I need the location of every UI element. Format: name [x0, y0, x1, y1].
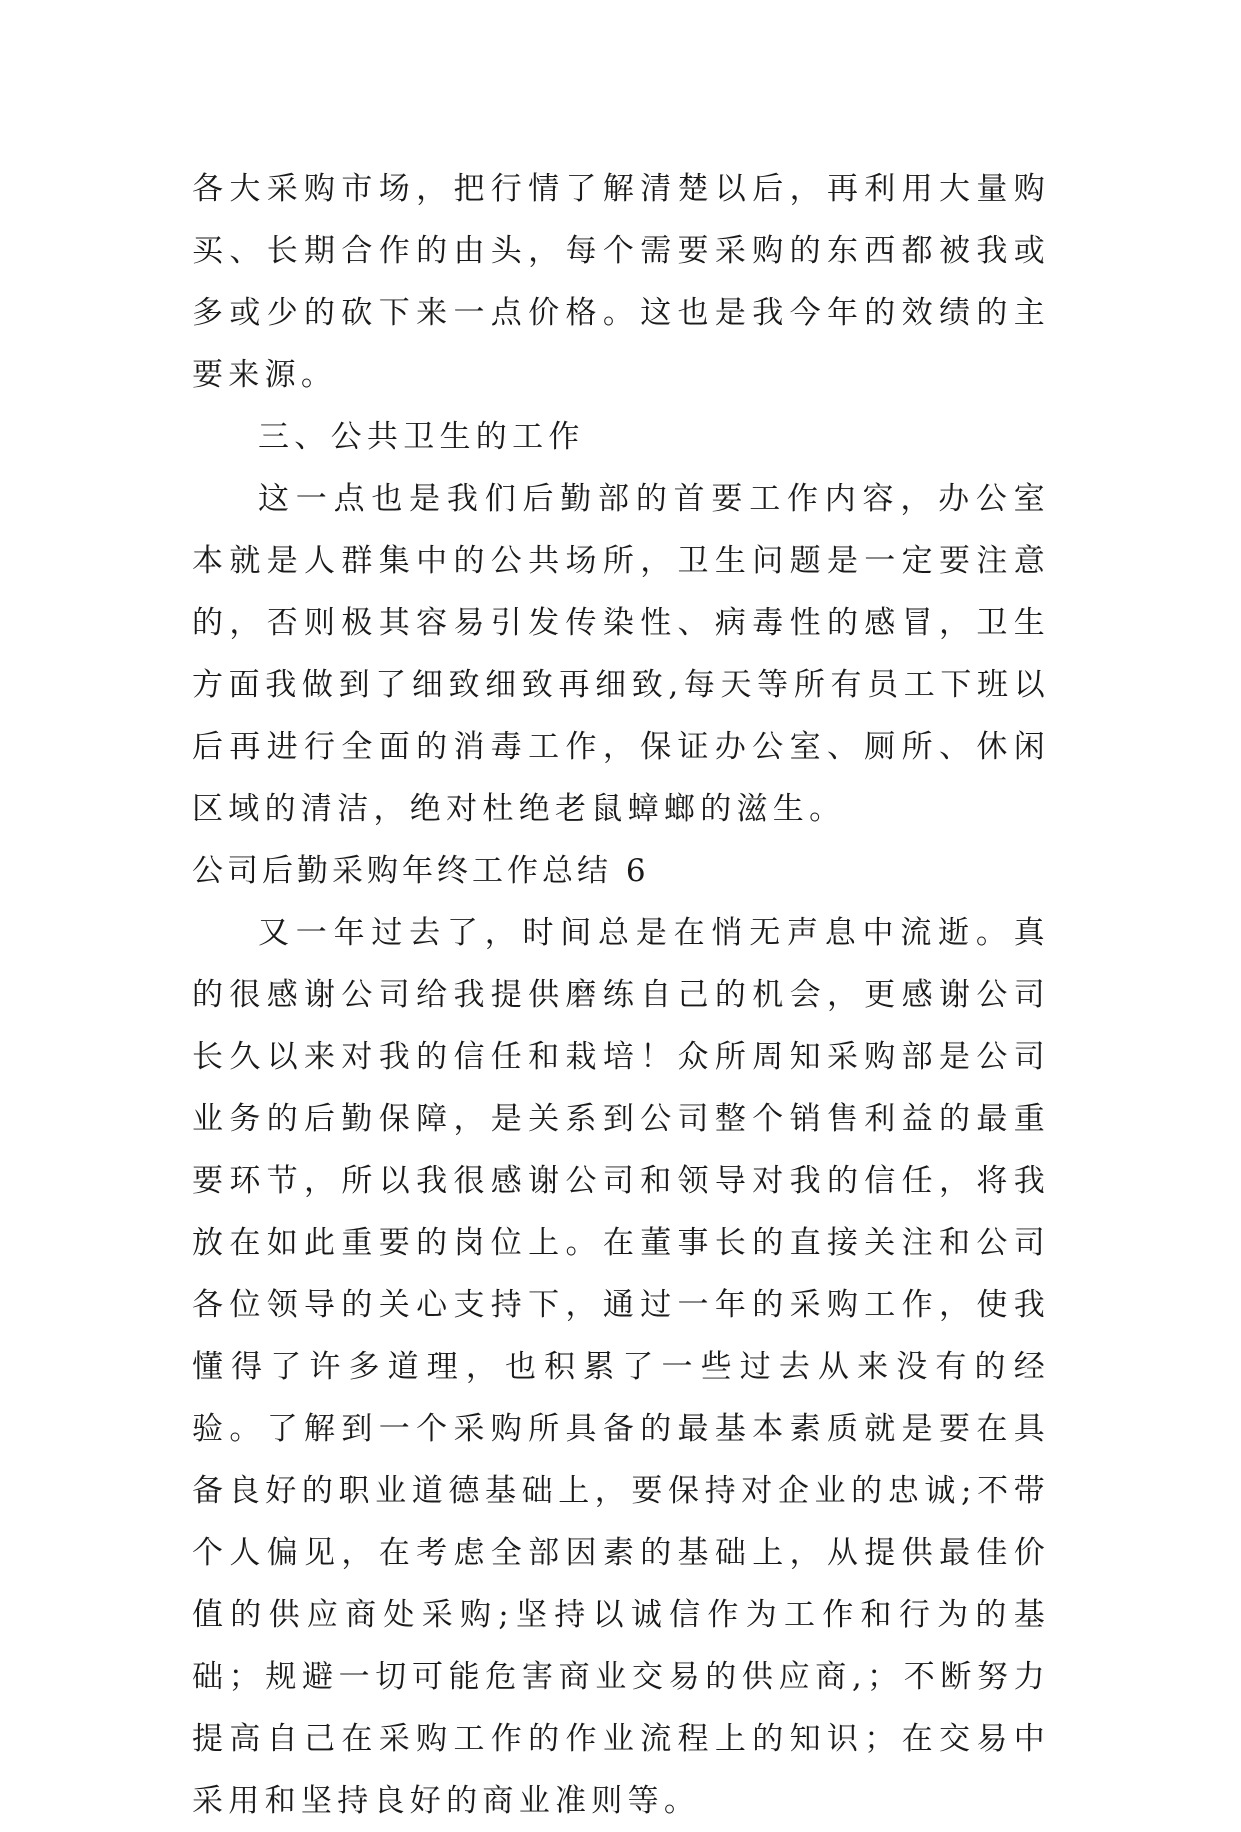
- paragraph-hygiene: 这一点也是我们后勤部的首要工作内容，办公室本就是人群集中的公共场所，卫生问题是一定要注意的，否则极其容易引发传染性、病毒性的感冒，卫生方面我做到了细致细致再细致,每天等所有员工下班以后再进行全面的消毒工作，保证办公室、厕所、休闲区域的清洁，绝对杜绝老鼠蟑螂的滋生。: [192, 481, 1050, 827]
- section-subheading: 三、公共卫生的工作: [258, 419, 585, 455]
- document-body: [192, 158, 1050, 1832]
- paragraph-continuation: 各大采购市场，把行情了解清楚以后，再利用大量购买、长期合作的由头，每个需要采购的东西都被我或多或少的砍下来一点价格。这也是我今年的效绩的主要来源。: [192, 171, 1050, 393]
- section-title: 公司后勤采购年终工作总结 6: [192, 853, 650, 889]
- paragraph-summary: 又一年过去了，时间总是在悄无声息中流逝。真的很感谢公司给我提供磨练自己的机会，更感谢公司长久以来对我的信任和栽培！众所周知采购部是公司业务的后勤保障，是关系到公司整个销售利益的最重要环节，所以我很感谢公司和领导对我的信任，将我放在如此重要的岗位上。在董事长的直接关注和公司各位领导的关心支持下，通过一年的采购工作，使我懂得了许多道理，也积累了一些过去从来没有的经验。了解到一个采购所具备的最基本素质就是要在具备良好的职业道德基础上，要保持对企业的忠诚;不带个人偏见，在考虑全部因素的基础上，从提供最佳价值的供应商处采购;坚持以诚信作为工作和行为的基础；规避一切可能危害商业交易的供应商,；不断努力提高自己在采购工作的作业流程上的知识；在交易中采用和坚持良好的商业准则等。: [192, 915, 1050, 1819]
